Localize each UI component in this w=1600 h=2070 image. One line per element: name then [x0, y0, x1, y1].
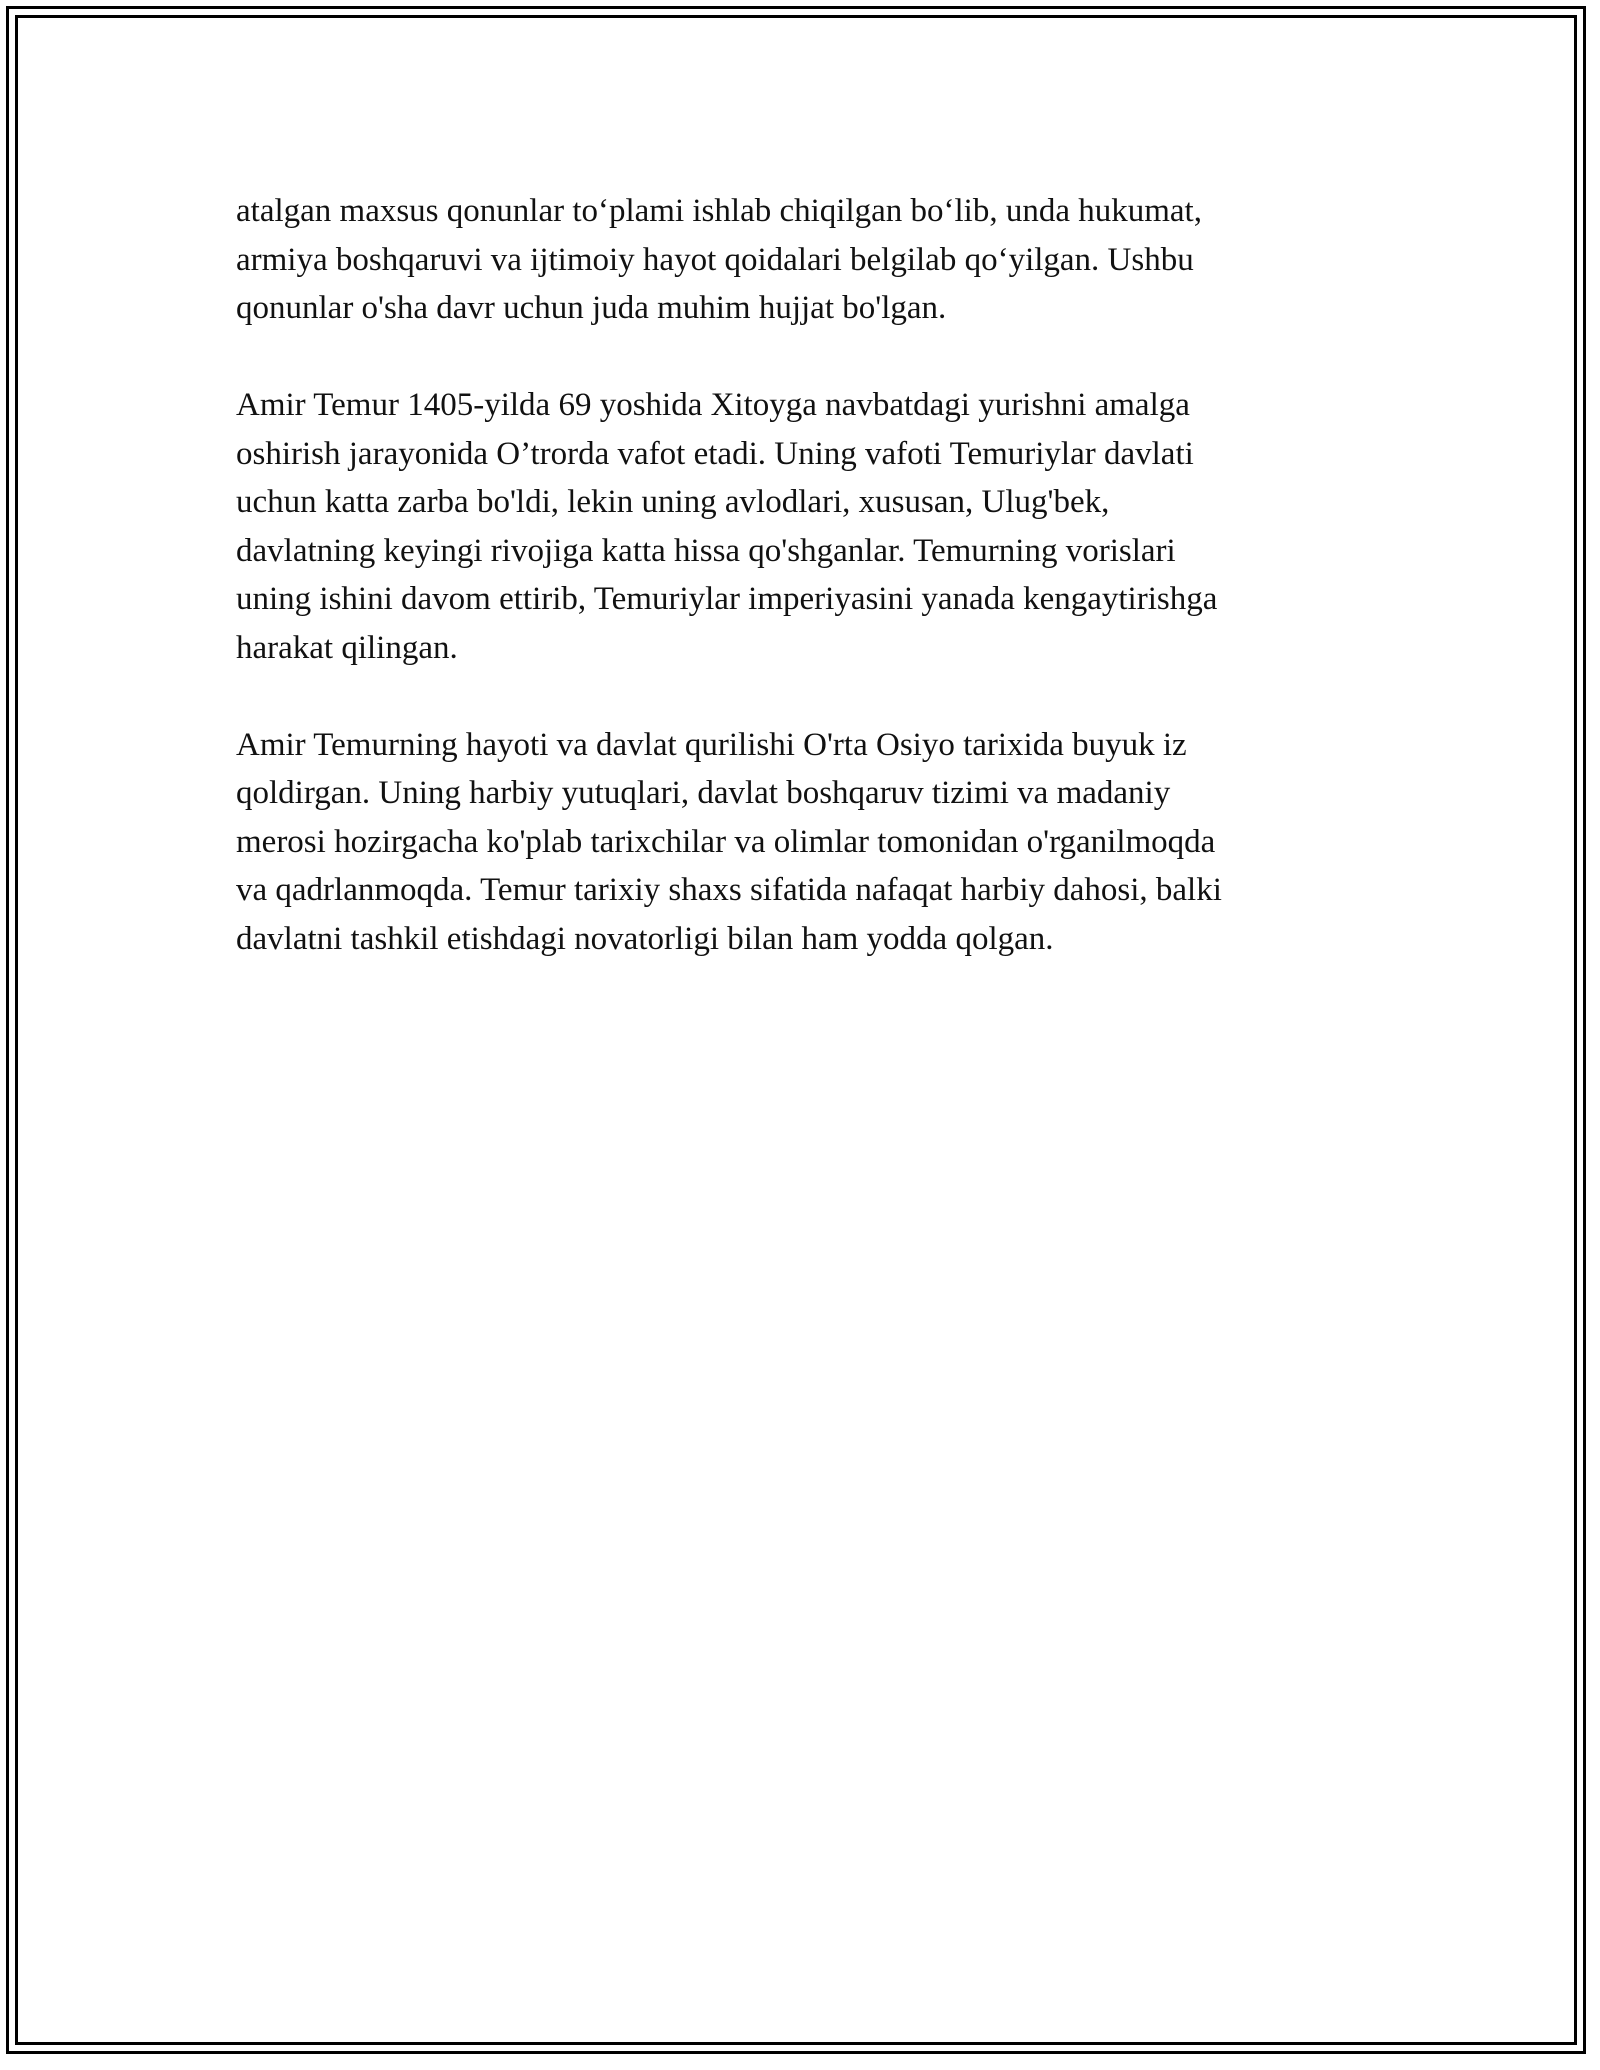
text-line: va qadrlanmoqda. Temur tarixiy shaxs sifatida nafaqat harbiy dahosi, balki — [236, 872, 1222, 908]
text-line: Amir Temur 1405-yilda 69 yoshida Xitoyga navbatdagi yurishni amalga — [236, 387, 1190, 423]
paragraph-1 — [236, 187, 1356, 333]
text-line: Amir Temurning hayoti va davlat qurilishi O'rta Osiyo tarixida buyuk iz — [236, 726, 1187, 763]
text-line: harakat qilingan. — [236, 629, 458, 666]
text-line: merosi hozirgacha ko'plab tarixchilar va olimlar tomonidan o'rganilmoqda — [236, 823, 1216, 860]
text-line: armiya boshqaruvi va ijtimoiy hayot qoidalari belgilab qo‘yilgan. Ushbu — [236, 241, 1194, 278]
document-body — [236, 187, 1356, 1012]
paragraph-2 — [236, 381, 1356, 672]
text-line: uning ishini davom ettirib, Temuriylar imperiyasini yanada kengaytirishga — [236, 581, 1218, 617]
text-line: davlatni tashkil etishdagi novatorligi bilan ham yodda qolgan. — [236, 920, 1054, 957]
text-line: qoldirgan. Uning harbiy yutuqlari, davlat boshqaruv tizimi va madaniy — [236, 775, 1171, 811]
text-line: davlatning keyingi rivojiga katta hissa qo'shganlar. Temurning vorislari — [236, 532, 1176, 569]
text-line: qonunlar o'sha davr uchun juda muhim hujjat bo'lgan. — [236, 290, 947, 326]
paragraph-3 — [236, 721, 1356, 964]
text-line: oshirish jarayonida O’trorda vafot etadi. Uning vafoti Temuriylar davlati — [236, 435, 1194, 472]
text-line: uchun katta zarba bo'ldi, lekin uning avlodlari, xususan, Ulug'bek, — [236, 484, 1110, 520]
text-line: atalgan maxsus qonunlar to‘plami ishlab chiqilgan bo‘lib, unda hukumat, — [236, 193, 1202, 229]
